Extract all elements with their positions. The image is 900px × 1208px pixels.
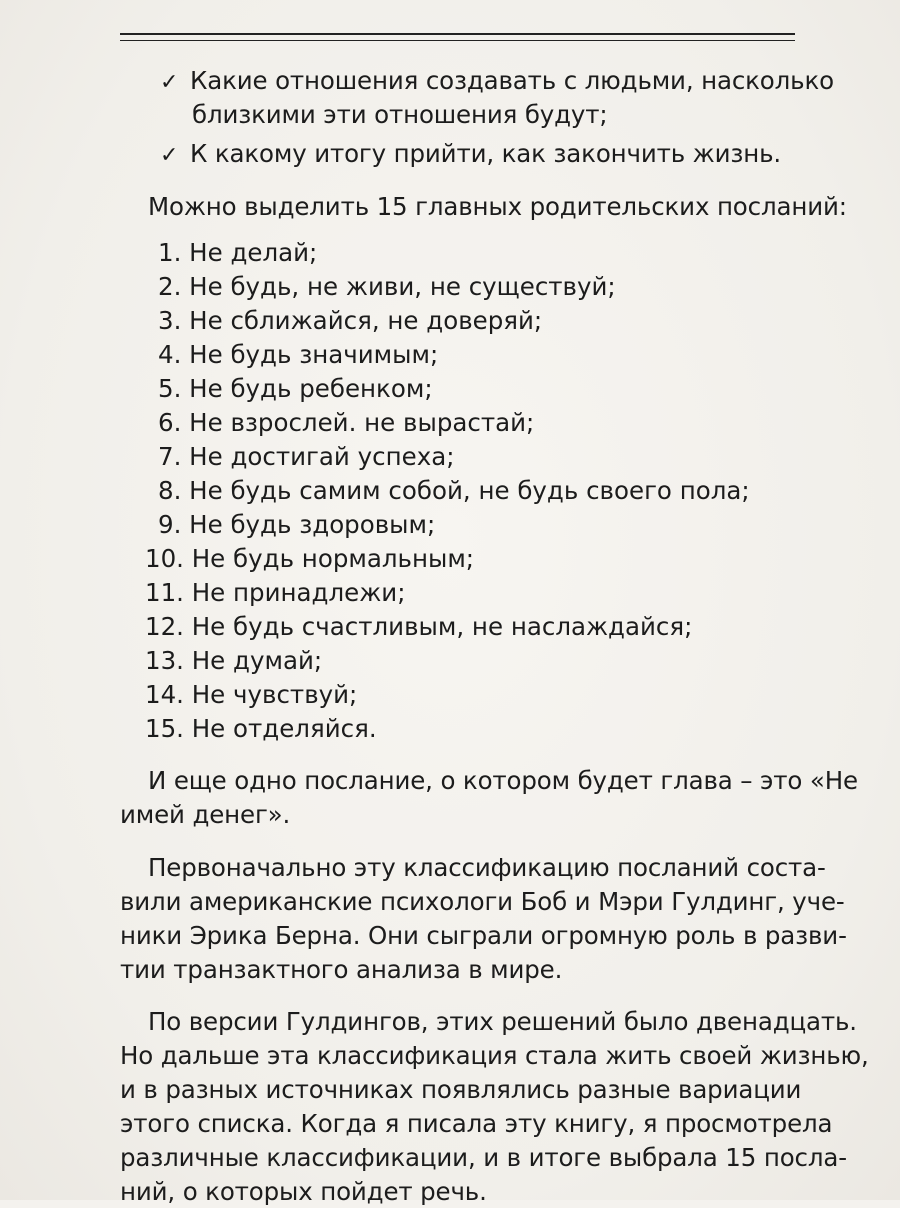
paragraph-line: имей денег». [120, 800, 291, 829]
paragraph-line: ний, о которых пойдет речь. [120, 1177, 487, 1206]
checklist-item: ✓ К какому итогу прийти, как закончить жизнь. [160, 138, 781, 172]
paragraph-line: ники Эрика Берна. Они сыграли огромную роль в разви- [120, 921, 847, 950]
message-item: 5. Не будь ребенком; [158, 374, 433, 403]
checklist-item: ✓ Какие отношения создавать с людьми, насколько [160, 65, 834, 99]
paragraph-line: вили американские психологи Боб и Мэри Гулдинг, уче- [120, 887, 845, 916]
message-item: 11. Не принадлежи; [145, 578, 406, 607]
message-item: 8. Не будь самим собой, не будь своего пола; [158, 476, 750, 505]
message-item: 13. Не думай; [145, 646, 323, 675]
message-item: 1. Не делай; [158, 238, 318, 267]
message-item: 3. Не сближайся, не доверяй; [158, 306, 543, 335]
checklist-item-continued: близкими эти отношения будут; [192, 100, 608, 129]
paragraph-line: Первоначально эту классификацию посланий соста- [148, 853, 826, 882]
paragraph-line: По версии Гулдингов, этих решений было двенадцать. [148, 1007, 857, 1036]
message-item: 15. Не отделяйся. [145, 714, 377, 743]
message-item: 9. Не будь здоровым; [158, 510, 436, 539]
paragraph-line: тии транзактного анализа в мире. [120, 955, 563, 984]
paragraph-line: различные классификации, и в итоге выбрала 15 посла- [120, 1143, 847, 1172]
message-item: 12. Не будь счастливым, не наслаждайся; [145, 612, 693, 641]
paragraph-line: Но дальше эта классификация стала жить своей жизнью, [120, 1041, 869, 1070]
paragraph-line: и в разных источниках появлялись разные вариации [120, 1075, 802, 1104]
paragraph-line: этого списка. Когда я писала эту книгу, я просмотрела [120, 1109, 833, 1138]
message-item: 2. Не будь, не живи, не существуй; [158, 272, 616, 301]
paragraph-line: И еще одно послание, о котором будет глава – это «Не [148, 766, 858, 795]
message-item: 7. Не достигай успеха; [158, 442, 455, 471]
message-item: 4. Не будь значимым; [158, 340, 439, 369]
message-item: 6. Не взрослей. не вырастай; [158, 408, 535, 437]
header-rule-thin [120, 40, 795, 41]
checkmark-icon: ✓ [160, 143, 179, 168]
intro-text: Можно выделить 15 главных родительских посланий: [148, 192, 847, 221]
checkmark-icon: ✓ [160, 70, 179, 95]
message-item: 10. Не будь нормальным; [145, 544, 475, 573]
header-rule [120, 33, 795, 35]
message-item: 14. Не чувствуй; [145, 680, 358, 709]
